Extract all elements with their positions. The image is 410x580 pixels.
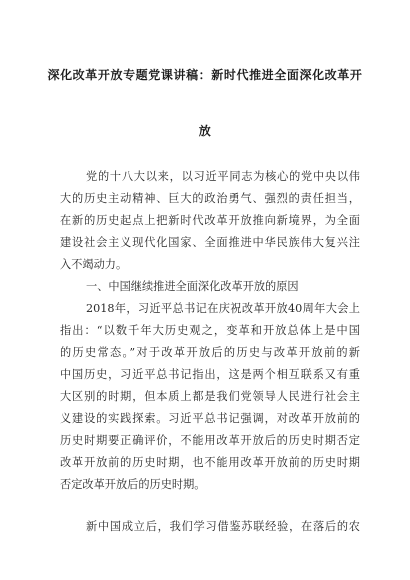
paragraph-2-line-4: 中国历史，习近平总书记指出，这是两个相互联系又有重 — [60, 368, 360, 381]
paragraph-2-line-1: 2018年，习近平总书记在庆祝改革开放40周年大会上 — [86, 302, 360, 315]
paragraph-2-line-7: 历史时期要正确评价，不能用改革开放后的历史时期否定 — [60, 434, 360, 447]
document-title: 深化改革开放专题党课讲稿：新时代推进全面深化改革开 — [47, 68, 363, 82]
paragraph-2-line-2: 指出：“以数千年大历史观之，变革和开放总体上是中国 — [60, 324, 360, 337]
document-title-continued: 放 — [198, 124, 212, 138]
paragraph-1-line-2: 大的历史主动精神、巨大的政治勇气、强烈的责任担当， — [60, 192, 360, 205]
paragraph-1-line-5: 入不竭动力。 — [60, 258, 128, 271]
paragraph-2-line-5: 大区别的时期，但本质上都是我们党领导人民进行社会主 — [60, 390, 360, 403]
paragraph-2-line-6: 义建设的实践探索。习近平总书记强调，对改革开放前的 — [60, 412, 360, 425]
section-heading: 一、中国继续推进全面深化改革开放的原因 — [86, 280, 299, 293]
paragraph-2-line-9: 否定改革开放后的历史时期。 — [60, 478, 206, 491]
paragraph-1-line-4: 建设社会主义现代化国家、全面推进中华民族伟大复兴注 — [60, 236, 360, 249]
paragraph-3-line-1: 新中国成立后，我们学习借鉴苏联经验，在落后的农 — [86, 520, 360, 533]
paragraph-2-line-8: 改革开放前的历史时期，也不能用改革开放前的历史时期 — [60, 456, 360, 469]
paragraph-2-line-3: 的历史常态。”对于改革开放后的历史与改革开放前的新 — [60, 346, 360, 359]
paragraph-1-line-1: 党的十八大以来，以习近平同志为核心的党中央以伟 — [86, 170, 360, 183]
paragraph-1-line-3: 在新的历史起点上把新时代改革开放推向新境界，为全面 — [60, 214, 360, 227]
